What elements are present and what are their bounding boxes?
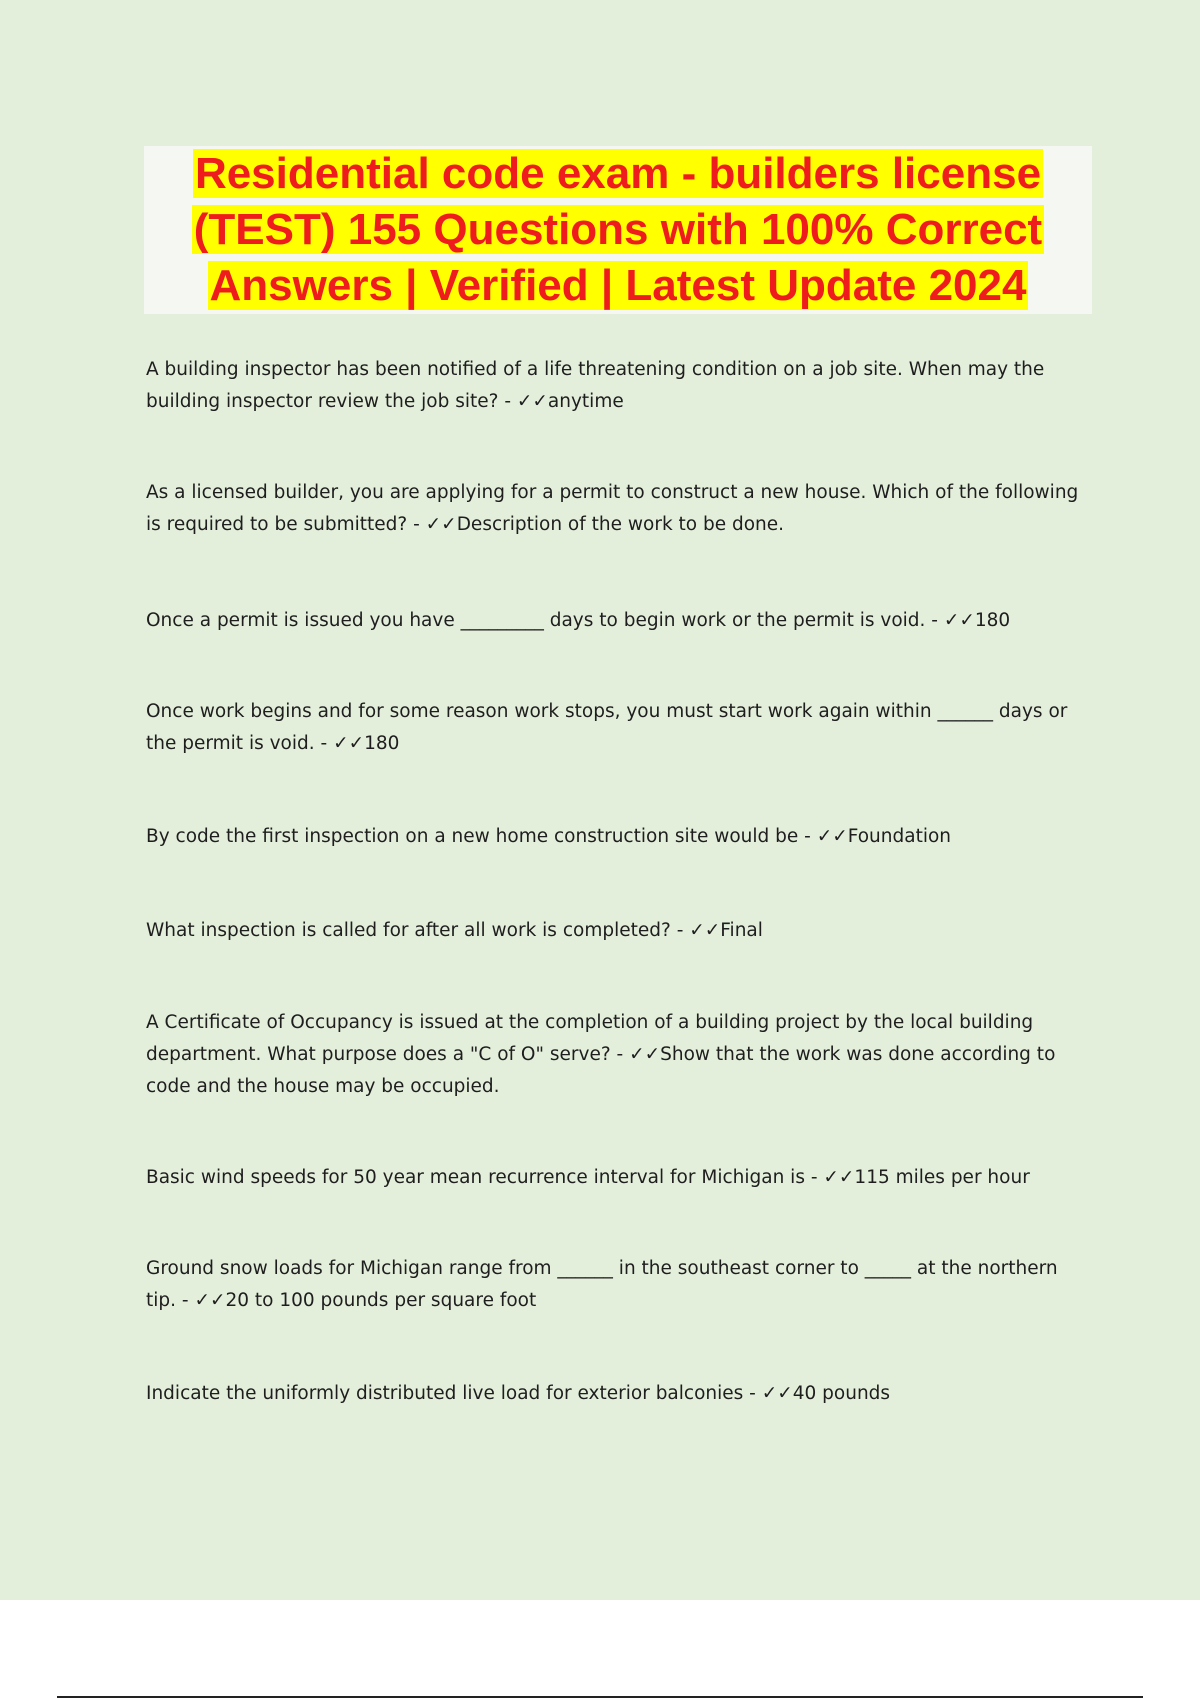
answer-separator: - ✓✓ (670, 920, 721, 941)
answer-separator: - ✓✓ (314, 733, 365, 754)
qa-item-7 (146, 1007, 1086, 1103)
answer-separator: - ✓✓ (743, 1383, 793, 1404)
qa-item-8 (146, 1162, 1086, 1194)
qa-item-3 (146, 605, 1086, 637)
qa-item-5 (146, 821, 1086, 853)
answer-text: 20 to 100 pounds per square foot (225, 1290, 537, 1311)
qa-item-10 (146, 1378, 1086, 1410)
answer-separator: - ✓✓ (798, 826, 848, 847)
answer-separator: - ✓✓ (498, 391, 548, 412)
answer-text: anytime (547, 391, 624, 412)
footer-rule (57, 1696, 1143, 1698)
question-text: Once a permit is issued you have _________ days to begin work or the permit is void. (146, 610, 926, 631)
answer-text: Final (720, 920, 763, 941)
qa-item-9 (146, 1253, 1086, 1317)
title-block (144, 146, 1092, 314)
answer-separator: - ✓✓ (176, 1290, 226, 1311)
answer-text: 180 (364, 733, 400, 754)
answer-separator: - ✓✓ (804, 1167, 855, 1188)
answer-text: 180 (974, 610, 1011, 631)
qa-item-6 (146, 915, 1086, 947)
answer-separator: - ✓✓ (610, 1044, 661, 1065)
answer-text: Foundation (847, 826, 952, 847)
answer-text: Show that the work was done according to code and the house may be occupied. (146, 1044, 1056, 1097)
question-text: Basic wind speeds for 50 year mean recurrence interval for Michigan is (146, 1167, 805, 1188)
qa-item-4 (146, 696, 1086, 760)
answer-text: 115 miles per hour (854, 1167, 1030, 1188)
question-text: A building inspector has been notified of a life threatening condition on a job site. When may the building inspector review the job site? (146, 359, 1045, 412)
question-text: What inspection is called for after all work is completed? (146, 920, 671, 941)
answer-text: Description of the work to be done. (456, 514, 785, 535)
question-text: Indicate the uniformly distributed live load for exterior balconies (146, 1383, 744, 1404)
question-text: A Certificate of Occupancy is issued at the completion of a building project by the local building department. What purpose does a "C of O" serve? (146, 1012, 1034, 1065)
question-text: Ground snow loads for Michigan range from ______ in the southeast corner to _____ at the northern tip. (146, 1258, 1058, 1311)
document-title (144, 146, 1092, 314)
qa-item-1 (146, 354, 1086, 418)
document-title-text: Residential code exam - builders license (TEST) 155 Questions with 100% Correct Answers | Verified | Latest Update 2024 (193, 149, 1043, 310)
qa-item-2 (146, 477, 1086, 541)
question-text: As a licensed builder, you are applying for a permit to construct a new house. Which of the following is required to be submitted? (146, 482, 1079, 535)
answer-separator: - ✓✓ (925, 610, 975, 631)
question-text: By code the first inspection on a new home construction site would be (146, 826, 799, 847)
question-text: Once work begins and for some reason work stops, you must start work again within ______ days or the permit is void. (146, 701, 1068, 754)
answer-text: 40 pounds (792, 1383, 891, 1404)
answer-separator: - ✓✓ (407, 514, 457, 535)
